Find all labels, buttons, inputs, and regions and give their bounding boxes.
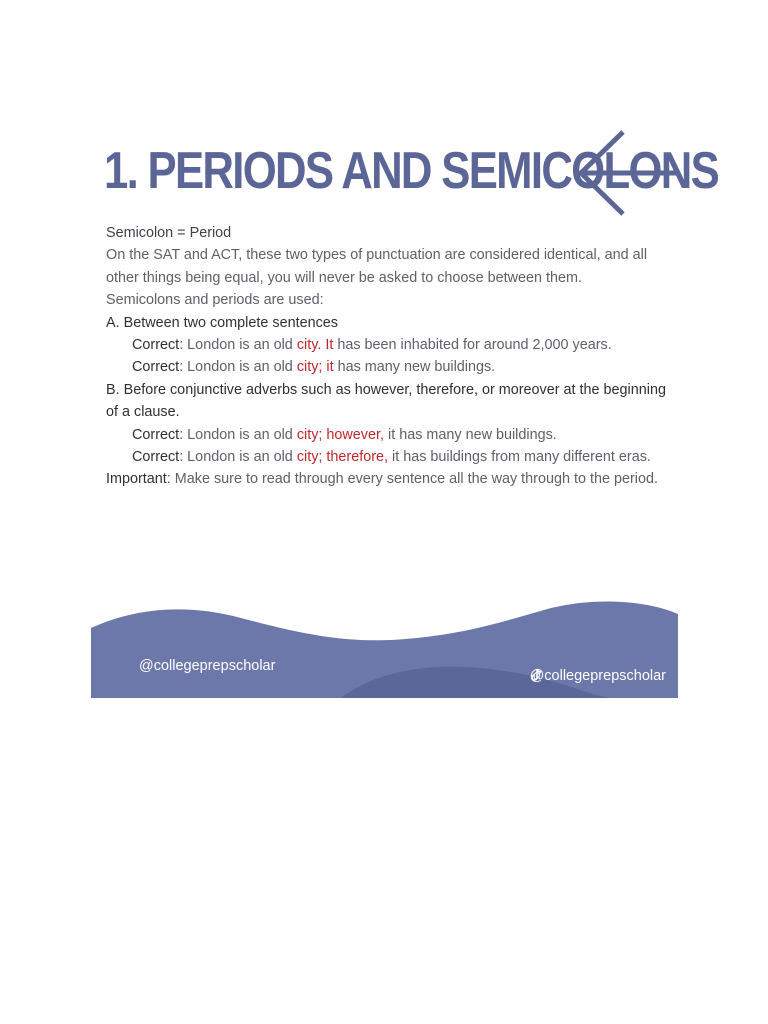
heading-line: Semicolon = Period: [106, 225, 232, 241]
section-b-heading: B. Before conjunctive adverbs such as however, therefore, or moreover at the beginning of a clause.: [106, 381, 666, 421]
tiktok-handle: [530, 668, 666, 684]
important-note: Important: Make sure to read through every sentence all the way through to the period.: [106, 471, 658, 488]
footer-banner: [91, 600, 678, 698]
page-title: 1. PERIODS AND SEMICOLONS: [104, 142, 719, 200]
example-2: Correct: London is an old city; it has many new buildings.: [132, 359, 496, 376]
lesson-content: [106, 222, 676, 491]
section-a-heading: A. Between two complete sentences: [106, 314, 338, 331]
tiktok-icon: [530, 668, 542, 682]
intro-paragraph: On the SAT and ACT, these two types of punctuation are considered identical, and all other things being equal, you will never be asked to choose between them.: [106, 247, 648, 286]
used-intro: Semicolons and periods are used:: [106, 292, 324, 309]
left-arrow-icon: [575, 128, 681, 218]
example-4: Correct: London is an old city; therefore, it has buildings from many different eras.: [132, 449, 651, 466]
example-1: Correct: London is an old city. It has been inhabited for around 2,000 years.: [132, 337, 612, 354]
handle-right: @collegeprepscholar: [529, 668, 666, 684]
handle-left: @collegeprepscholar: [139, 658, 276, 674]
example-3: Correct: London is an old city; however, it has many new buildings.: [132, 426, 557, 443]
